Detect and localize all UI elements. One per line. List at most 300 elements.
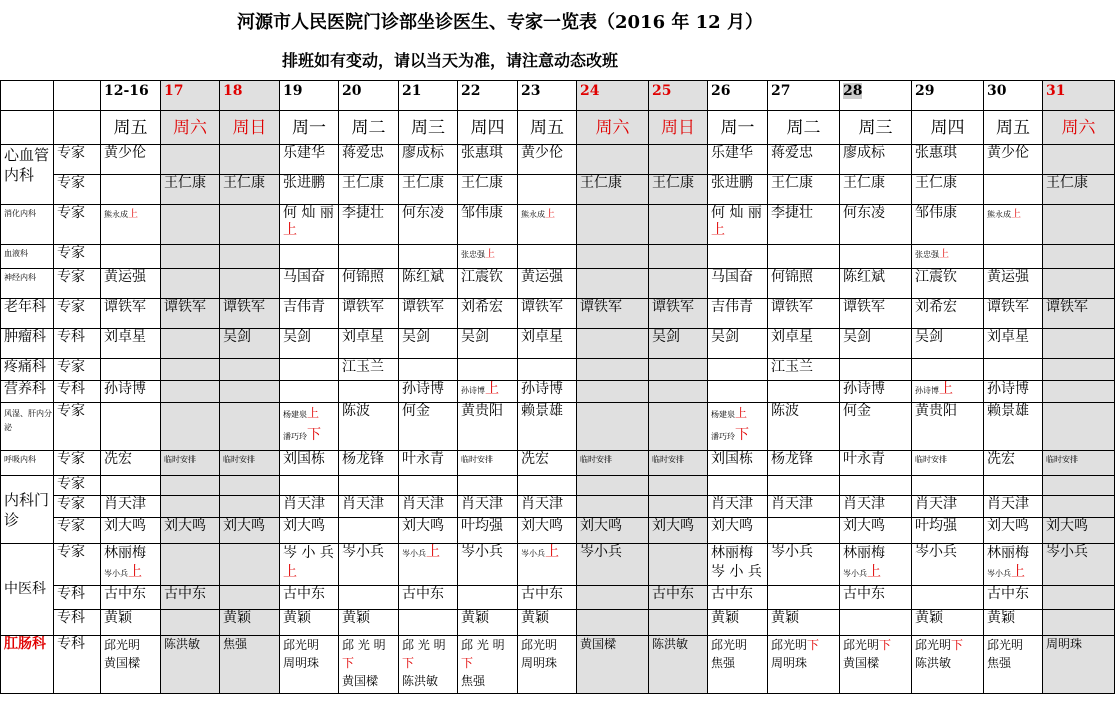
doctor-cell: 吴剑 — [840, 329, 912, 359]
doctor-cell: 临时安排 — [1043, 451, 1115, 476]
doctor-cell — [577, 145, 649, 175]
type-cell: 专家 — [54, 451, 101, 476]
doctor-cell — [649, 245, 708, 269]
doctor-cell — [518, 544, 577, 586]
doctor-cell — [840, 245, 912, 269]
table-row — [1, 610, 1115, 636]
doctor-cell: 马国奋 — [280, 269, 339, 299]
doctor-cell: 杨龙锋 — [768, 451, 840, 476]
doctor-cell — [161, 476, 220, 496]
doctor-cell: 肖天津 — [708, 496, 768, 518]
doctor-name: 林丽梅 — [843, 545, 885, 561]
doctor-cell: 古中东 — [649, 586, 708, 610]
doctor-cell — [220, 269, 280, 299]
doctor-name: 邱光明 — [987, 638, 1024, 652]
doctor-cell — [1043, 205, 1115, 245]
doctor-cell — [339, 476, 399, 496]
doctor-name: 杨建泉 — [711, 410, 735, 419]
doctor-cell: 陈波 — [339, 403, 399, 451]
doctor-name: 焦强 — [461, 674, 486, 688]
doctor-cell: 临时安排 — [577, 451, 649, 476]
doctor-cell: 谭铁军 — [1043, 299, 1115, 329]
doctor-cell: 王仁康 — [1043, 175, 1115, 205]
doctor-cell: 江震钦 — [458, 269, 518, 299]
doctor-cell: 吴剑 — [458, 329, 518, 359]
doctor-cell: 黄少伦 — [984, 145, 1043, 175]
doctor-name: 邱 光 明 — [461, 638, 505, 652]
date-cell: 23 — [518, 81, 577, 111]
table-row — [1, 586, 1115, 610]
doctor-cell: 岑小兵 — [1043, 544, 1115, 586]
weekday-cell: 周二 — [768, 111, 840, 145]
doctor-cell: 岑小兵 — [577, 544, 649, 586]
doctor-cell: 王仁康 — [840, 175, 912, 205]
doctor-cell: 古中东 — [101, 586, 161, 610]
date-cell: 12-16 — [101, 81, 161, 111]
doctor-name: 邱光明 — [521, 638, 558, 652]
dept-cell: 呼吸内科 — [1, 451, 54, 476]
doctor-cell — [161, 496, 220, 518]
doctor-name: 黄国樑 — [104, 656, 141, 670]
doctor-name: 焦强 — [711, 656, 736, 670]
doctor-cell — [708, 636, 768, 694]
doctor-cell: 古中东 — [280, 586, 339, 610]
doctor-cell — [768, 586, 840, 610]
doctor-name: 邱光明 — [283, 638, 320, 652]
table-row — [1, 175, 1115, 205]
doctor-cell: 谭铁军 — [649, 299, 708, 329]
date-cell: 31 — [1043, 81, 1115, 111]
doctor-cell — [161, 544, 220, 586]
date-cell: 30 — [984, 81, 1043, 111]
table-row — [1, 205, 1115, 245]
weekday-cell: 周日 — [220, 111, 280, 145]
doctor-cell — [649, 269, 708, 299]
weekday-cell: 周四 — [458, 111, 518, 145]
doctor-cell — [912, 636, 984, 694]
doctor-cell — [577, 403, 649, 451]
table-row — [1, 476, 1115, 496]
doctor-cell: 李捷壮 — [768, 205, 840, 245]
doctor-cell — [220, 381, 280, 403]
doctor-cell — [984, 205, 1043, 245]
doctor-name: 林丽梅 — [987, 545, 1029, 561]
shift-mark: 上 — [735, 406, 748, 420]
doctor-cell — [339, 636, 399, 694]
dept-cell: 心血管内科 — [1, 145, 54, 205]
doctor-cell: 何东凌 — [399, 205, 458, 245]
shift-mark: 上 — [128, 209, 138, 220]
doctor-cell: 黄颖 — [101, 610, 161, 636]
shift-mark: 上 — [283, 564, 297, 580]
doctor-cell — [458, 636, 518, 694]
dept-cell: 老年科 — [1, 299, 54, 329]
doctor-cell: 刘国栋 — [280, 451, 339, 476]
doctor-cell: 临时安排 — [649, 451, 708, 476]
doctor-cell — [768, 245, 840, 269]
type-cell: 专家 — [54, 269, 101, 299]
doctor-cell: 古中东 — [399, 586, 458, 610]
date-highlight: 28 — [843, 83, 863, 99]
table-row — [1, 269, 1115, 299]
doctor-cell: 乐建华 — [708, 145, 768, 175]
doctor-cell — [649, 359, 708, 381]
doctor-cell: 黄颖 — [280, 610, 339, 636]
doctor-cell: 孙诗博 — [840, 381, 912, 403]
doctor-cell: 岑小兵 — [768, 544, 840, 586]
doctor-cell — [984, 636, 1043, 694]
table-row — [1, 329, 1115, 359]
type-cell: 专科 — [54, 636, 101, 694]
shift-mark: 上 — [307, 406, 320, 420]
shift-mark: 上 — [283, 222, 297, 238]
doctor-cell: 叶永青 — [840, 451, 912, 476]
doctor-name: 张忠强 — [915, 250, 939, 259]
date-cell: 26 — [708, 81, 768, 111]
doctor-cell: 黄颖 — [912, 610, 984, 636]
doctor-cell: 黄颖 — [339, 610, 399, 636]
doctor-name: 潘巧玲 — [711, 432, 735, 441]
type-cell: 专科 — [54, 586, 101, 610]
dept-cell: 血液科 — [1, 245, 54, 269]
doctor-cell — [101, 544, 161, 586]
doctor-cell — [280, 205, 339, 245]
doctor-cell — [101, 476, 161, 496]
doctor-cell — [984, 359, 1043, 381]
doctor-cell — [161, 403, 220, 451]
doctor-cell: 江玉兰 — [768, 359, 840, 381]
doctor-cell: 临时安排 — [220, 451, 280, 476]
doctor-cell — [1043, 359, 1115, 381]
doctor-cell: 刘大鸣 — [984, 518, 1043, 544]
doctor-cell — [1043, 586, 1115, 610]
doctor-cell: 古中东 — [840, 586, 912, 610]
shift-mark: 下 — [461, 656, 474, 670]
doctor-cell: 陈波 — [768, 403, 840, 451]
shift-mark: 上 — [128, 564, 142, 580]
doctor-cell — [280, 359, 339, 381]
doctor-cell — [220, 359, 280, 381]
date-cell: 19 — [280, 81, 339, 111]
doctor-cell — [161, 381, 220, 403]
doctor-cell: 张进鹏 — [708, 175, 768, 205]
doctor-cell — [984, 245, 1043, 269]
doctor-cell — [768, 518, 840, 544]
shift-mark: 下 — [879, 638, 892, 652]
doctor-cell: 谭铁军 — [518, 299, 577, 329]
doctor-cell — [1043, 496, 1115, 518]
doctor-cell: 张惠琪 — [458, 145, 518, 175]
doctor-cell — [1043, 145, 1115, 175]
doctor-cell — [912, 586, 984, 610]
doctor-cell — [280, 381, 339, 403]
doctor-cell: 肖天津 — [912, 496, 984, 518]
weekday-cell: 周五 — [518, 111, 577, 145]
shift-mark: 下 — [342, 656, 355, 670]
doctor-cell — [768, 476, 840, 496]
doctor-cell — [649, 381, 708, 403]
shift-mark: 上 — [939, 249, 949, 260]
doctor-cell: 张惠琪 — [912, 145, 984, 175]
doctor-cell — [577, 476, 649, 496]
doctor-cell: 肖天津 — [768, 496, 840, 518]
date-cell: 25 — [649, 81, 708, 111]
doctor-cell: 王仁康 — [912, 175, 984, 205]
doctor-cell: 黄颖 — [708, 610, 768, 636]
doctor-cell: 刘大鸣 — [101, 518, 161, 544]
shift-mark: 上 — [1011, 564, 1025, 580]
doctor-cell: 周明珠 — [1043, 636, 1115, 694]
type-cell: 专家 — [54, 403, 101, 451]
doctor-cell: 张进鹏 — [280, 175, 339, 205]
doctor-cell: 岑小兵 — [458, 544, 518, 586]
doctor-cell: 肖天津 — [984, 496, 1043, 518]
weekday-cell: 周三 — [399, 111, 458, 145]
doctor-cell: 吴剑 — [708, 329, 768, 359]
doctor-cell: 赖景雄 — [518, 403, 577, 451]
doctor-name: 周明珠 — [771, 656, 808, 670]
doctor-cell — [649, 145, 708, 175]
doctor-cell: 古中东 — [518, 586, 577, 610]
doctor-cell — [220, 403, 280, 451]
doctor-cell: 肖天津 — [280, 496, 339, 518]
doctor-cell: 王仁康 — [577, 175, 649, 205]
doctor-cell: 刘国栋 — [708, 451, 768, 476]
doctor-cell — [280, 544, 339, 586]
doctor-cell: 孙诗博 — [984, 381, 1043, 403]
doctor-name: 黄国樑 — [342, 674, 379, 688]
weekday-cell: 周一 — [708, 111, 768, 145]
doctor-cell — [912, 245, 984, 269]
type-cell: 专家 — [54, 299, 101, 329]
doctor-cell — [220, 145, 280, 175]
doctor-cell — [399, 610, 458, 636]
doctor-cell — [649, 403, 708, 451]
doctor-cell — [101, 175, 161, 205]
doctor-name: 邱 光 明 — [402, 638, 446, 652]
doctor-cell — [1043, 329, 1115, 359]
doctor-cell — [399, 476, 458, 496]
doctor-cell: 王仁康 — [399, 175, 458, 205]
table-row — [1, 496, 1115, 518]
doctor-cell: 冼宏 — [518, 451, 577, 476]
table-row — [1, 636, 1115, 694]
weekday-cell: 周五 — [984, 111, 1043, 145]
doctor-cell: 黄贵阳 — [458, 403, 518, 451]
weekday-cell: 周六 — [161, 111, 220, 145]
doctor-name: 陈洪敏 — [915, 656, 952, 670]
doctor-cell: 黄少伦 — [518, 145, 577, 175]
table-row — [1, 381, 1115, 403]
doctor-cell — [161, 329, 220, 359]
doctor-cell — [1043, 403, 1115, 451]
doctor-name: 熊永成 — [521, 210, 545, 219]
doctor-cell: 蒋爱忠 — [768, 145, 840, 175]
doctor-cell: 叶均强 — [912, 518, 984, 544]
doctor-cell: 肖天津 — [339, 496, 399, 518]
table-row — [1, 145, 1115, 175]
doctor-cell — [161, 269, 220, 299]
doctor-cell: 黄运强 — [518, 269, 577, 299]
corner-cell — [1, 81, 54, 111]
doctor-cell — [458, 381, 518, 403]
doctor-cell — [840, 610, 912, 636]
doctor-cell: 谭铁军 — [220, 299, 280, 329]
doctor-cell — [840, 359, 912, 381]
doctor-cell: 叶永青 — [399, 451, 458, 476]
doctor-cell: 马国奋 — [708, 269, 768, 299]
doctor-name: 邱光明 — [843, 638, 880, 652]
doctor-cell — [280, 403, 339, 451]
doctor-cell — [708, 476, 768, 496]
doctor-cell — [280, 636, 339, 694]
doctor-cell: 刘大鸣 — [161, 518, 220, 544]
doctor-cell: 谭铁军 — [768, 299, 840, 329]
doctor-cell — [458, 245, 518, 269]
doctor-cell — [912, 381, 984, 403]
page-subtitle: 排班如有变动，请以当天为准，请注意动态改班 — [281, 51, 618, 70]
shift-mark: 上 — [545, 544, 559, 560]
doctor-cell — [768, 381, 840, 403]
doctor-cell: 临时安排 — [458, 451, 518, 476]
weekday-cell: 周一 — [280, 111, 339, 145]
doctor-cell — [101, 245, 161, 269]
doctor-cell — [220, 496, 280, 518]
doctor-cell: 古中东 — [161, 586, 220, 610]
doctor-cell — [280, 245, 339, 269]
doctor-cell: 李捷壮 — [339, 205, 399, 245]
doctor-cell: 黄颖 — [220, 610, 280, 636]
corner-cell — [54, 111, 101, 145]
doctor-cell: 王仁康 — [458, 175, 518, 205]
doctor-cell: 冼宏 — [101, 451, 161, 476]
type-cell: 专科 — [54, 329, 101, 359]
doctor-cell: 吴剑 — [280, 329, 339, 359]
doctor-cell — [101, 403, 161, 451]
doctor-cell — [984, 175, 1043, 205]
doctor-cell: 王仁康 — [339, 175, 399, 205]
doctor-cell: 谭铁军 — [339, 299, 399, 329]
doctor-cell: 岑小兵 — [912, 544, 984, 586]
doctor-cell: 王仁康 — [220, 175, 280, 205]
doctor-cell — [399, 544, 458, 586]
doctor-cell: 谭铁军 — [161, 299, 220, 329]
weekday-cell: 周二 — [339, 111, 399, 145]
doctor-cell — [399, 245, 458, 269]
dept-cell: 肛肠科 — [1, 636, 54, 694]
doctor-cell — [161, 359, 220, 381]
doctor-cell: 刘希宏 — [458, 299, 518, 329]
doctor-cell: 王仁康 — [161, 175, 220, 205]
doctor-cell: 吴剑 — [912, 329, 984, 359]
weekday-cell: 周六 — [1043, 111, 1115, 145]
doctor-cell — [280, 476, 339, 496]
table-row — [1, 299, 1115, 329]
doctor-cell — [708, 544, 768, 586]
doctor-cell: 肖天津 — [399, 496, 458, 518]
doctor-cell: 王仁康 — [649, 175, 708, 205]
table-row — [1, 403, 1115, 451]
doctor-cell: 何金 — [399, 403, 458, 451]
weekday-row — [1, 111, 1115, 145]
doctor-cell: 吴剑 — [399, 329, 458, 359]
doctor-cell — [708, 403, 768, 451]
doctor-cell — [220, 245, 280, 269]
shift-mark: 下 — [307, 427, 321, 443]
shift-mark: 下 — [402, 656, 415, 670]
doctor-cell: 孙诗博 — [518, 381, 577, 403]
doctor-cell — [458, 359, 518, 381]
doctor-cell — [1043, 269, 1115, 299]
doctor-name: 何 灿 丽 — [283, 205, 334, 221]
doctor-cell: 黄颖 — [458, 610, 518, 636]
doctor-cell: 刘大鸣 — [518, 518, 577, 544]
doctor-cell — [220, 586, 280, 610]
doctor-cell: 陈红斌 — [840, 269, 912, 299]
doctor-name: 何 灿 丽 — [711, 205, 762, 221]
type-cell: 专家 — [54, 496, 101, 518]
table-row — [1, 544, 1115, 586]
doctor-cell — [518, 476, 577, 496]
date-cell — [840, 81, 912, 111]
doctor-cell — [708, 381, 768, 403]
weekday-cell: 周六 — [577, 111, 649, 145]
doctor-cell — [161, 145, 220, 175]
doctor-cell: 蒋爱忠 — [339, 145, 399, 175]
doctor-name: 邱光明 — [915, 638, 952, 652]
doctor-name: 孙诗博 — [461, 386, 485, 395]
doctor-cell: 刘卓星 — [339, 329, 399, 359]
doctor-cell: 焦强 — [220, 636, 280, 694]
doctor-cell — [161, 205, 220, 245]
shift-mark: 上 — [485, 249, 495, 260]
doctor-cell: 肖天津 — [840, 496, 912, 518]
doctor-cell: 黄颖 — [984, 610, 1043, 636]
table-row — [1, 518, 1115, 544]
doctor-name: 林丽梅 — [104, 545, 146, 561]
doctor-cell: 王仁康 — [768, 175, 840, 205]
doctor-cell — [1043, 610, 1115, 636]
doctor-name: 焦强 — [987, 656, 1012, 670]
doctor-cell — [458, 586, 518, 610]
type-cell: 专家 — [54, 518, 101, 544]
doctor-cell: 乐建华 — [280, 145, 339, 175]
doctor-cell — [1043, 245, 1115, 269]
doctor-cell — [339, 586, 399, 610]
doctor-cell — [577, 359, 649, 381]
doctor-cell — [518, 175, 577, 205]
doctor-cell: 何锦照 — [339, 269, 399, 299]
type-cell: 专家 — [54, 544, 101, 586]
doctor-name: 岑小兵 — [987, 569, 1011, 578]
doctor-cell — [399, 359, 458, 381]
doctor-cell — [577, 496, 649, 518]
doctor-cell: 刘卓星 — [518, 329, 577, 359]
doctor-cell: 临时安排 — [912, 451, 984, 476]
doctor-cell: 黄运强 — [984, 269, 1043, 299]
doctor-cell — [1043, 381, 1115, 403]
dept-cell: 消化内科 — [1, 205, 54, 245]
doctor-cell — [339, 518, 399, 544]
date-cell: 20 — [339, 81, 399, 111]
doctor-cell: 刘大鸣 — [708, 518, 768, 544]
doctor-cell: 吴剑 — [220, 329, 280, 359]
doctor-cell: 黄运强 — [101, 269, 161, 299]
doctor-cell: 古中东 — [708, 586, 768, 610]
doctor-cell — [220, 205, 280, 245]
shift-mark: 上 — [867, 564, 881, 580]
doctor-cell: 吴剑 — [649, 329, 708, 359]
